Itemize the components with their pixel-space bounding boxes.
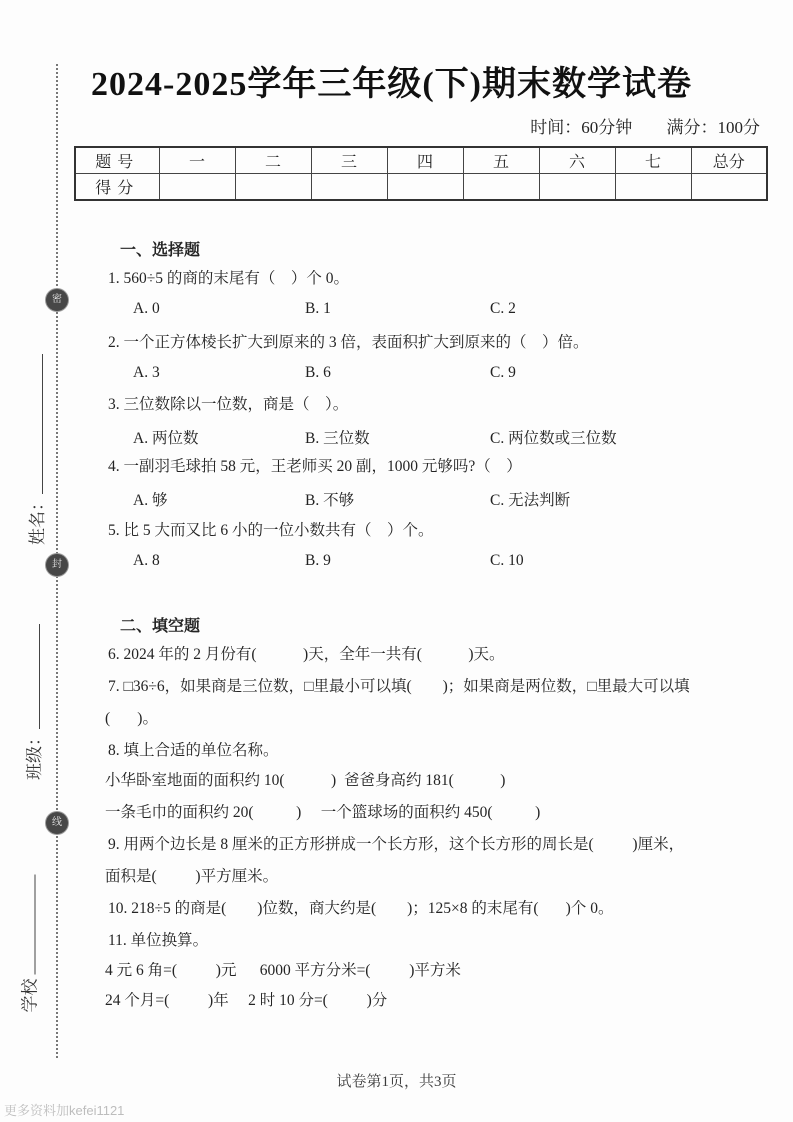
score-table-cell: 六: [539, 147, 615, 174]
option-a: A. 两位数: [133, 430, 199, 447]
score-table-empty-cell: [387, 174, 463, 201]
question-text: 3. 三位数除以一位数，商是（ ）。: [108, 396, 349, 413]
exam-meta: [530, 113, 760, 138]
question-text: 6. 2024 年的 2 月份有( )天，全年一共有( )天。: [108, 646, 505, 663]
question-text: 10. 218÷5 的商是( )位数，商大约是( )；125×8 的末尾有( )个 0。: [108, 900, 614, 917]
option-c: C. 无法判断: [490, 492, 571, 509]
score-table-empty-cell: [235, 174, 311, 201]
option-b: B. 三位数: [305, 430, 370, 447]
question-text: 11. 单位换算。: [108, 932, 209, 949]
option-row: [105, 488, 745, 510]
question-text: 24 个月=( )年 2 时 10 分=( )分: [105, 992, 388, 1009]
option-a: A. 够: [133, 492, 168, 509]
seal-mi-icon: 密: [46, 289, 68, 311]
class-blank-line: [25, 624, 40, 729]
question-text: 4 元 6 角=( )元 6000 平方分米=( )平方米: [105, 962, 461, 979]
exam-full-score: 满分：100分: [666, 118, 760, 137]
question-text: 2. 一个正方体棱长扩大到原来的 3 倍，表面积扩大到原来的（ ）倍。: [108, 334, 589, 351]
score-table-cell: 四: [387, 147, 463, 174]
page-title: 2024-2025学年三年级(下)期末数学试卷: [91, 66, 692, 103]
option-b: B. 1: [305, 300, 331, 317]
question-text: 8. 填上合适的单位名称。: [108, 742, 279, 759]
option-c: C. 10: [490, 552, 524, 569]
seal-feng-icon: 封: [46, 554, 68, 576]
option-c: C. 两位数或三位数: [490, 430, 617, 447]
score-table-empty-cell: [159, 174, 235, 201]
score-table-cell: 三: [311, 147, 387, 174]
question-text: ( )。: [105, 710, 158, 727]
question-text: 面积是( )平方厘米。: [105, 868, 279, 885]
option-c: C. 9: [490, 364, 516, 381]
option-b: B. 不够: [305, 492, 355, 509]
page-footer: 试卷第1页，共3页: [336, 1074, 457, 1090]
question-text: 4. 一副羽毛球拍 58 元，王老师买 20 副，1000 元够吗?（ ）: [108, 458, 522, 475]
score-table-cell: 一: [159, 147, 235, 174]
score-table-empty-cell: [311, 174, 387, 201]
option-row: [105, 426, 745, 448]
score-table-empty-cell: [615, 174, 691, 201]
class-field-label: 班级：: [25, 729, 44, 780]
score-table-cell: 得分: [75, 174, 159, 201]
option-b: B. 9: [305, 552, 331, 569]
question-text: 7. □36÷6，如果商是三位数，□里最小可以填( )；如果商是两位数，□里最大可以填: [108, 678, 690, 695]
option-b: B. 6: [305, 364, 331, 381]
school-field-label: 学校: [20, 978, 40, 1013]
question-text: 5. 比 5 大而又比 6 小的一位小数共有（ ）个。: [108, 522, 434, 539]
watermark-note: 更多资料加kefei1121: [4, 1103, 125, 1118]
option-a: A. 3: [133, 364, 160, 381]
score-table-cell: 七: [615, 147, 691, 174]
score-table-cell: 总分: [691, 147, 767, 174]
option-row: [105, 300, 745, 322]
class-field: [23, 600, 47, 780]
blank-section-heading: 二、填空题: [120, 618, 201, 635]
option-a: A. 8: [133, 552, 160, 569]
seal-xian-icon: 线: [46, 812, 68, 834]
question-text: 9. 用两个边长是 8 厘米的正方形拼成一个长方形，这个长方形的周长是( )厘米，: [108, 836, 685, 853]
score-table-empty-cell: [463, 174, 539, 201]
option-row: [105, 364, 745, 386]
school-blank-line: [21, 874, 36, 974]
choice-section-heading: 一、选择题: [120, 242, 201, 259]
score-table: [74, 146, 768, 201]
question-text: 1. 560÷5 的商的末尾有（ ）个 0。: [108, 270, 350, 287]
option-row: [105, 552, 745, 574]
name-field-label: 姓名：: [28, 494, 47, 545]
score-table-cell: 五: [463, 147, 539, 174]
score-table-empty-cell: [691, 174, 767, 201]
school-field: [19, 848, 43, 1013]
exam-time: 时间：60分钟: [530, 118, 633, 137]
option-a: A. 0: [133, 300, 160, 317]
name-field: [26, 295, 50, 545]
score-table-empty-cell: [539, 174, 615, 201]
question-text: 一条毛巾的面积约 20( ) 一个篮球场的面积约 450( ): [105, 804, 541, 821]
name-blank-line: [28, 354, 43, 494]
question-text: 小华卧室地面的面积约 10( ) 爸爸身高约 181( ): [105, 772, 506, 789]
option-c: C. 2: [490, 300, 516, 317]
score-table-cell: 二: [235, 147, 311, 174]
score-table-score-row: [75, 174, 767, 201]
score-table-cell: 题号: [75, 147, 159, 174]
score-table-header-row: [75, 147, 767, 174]
